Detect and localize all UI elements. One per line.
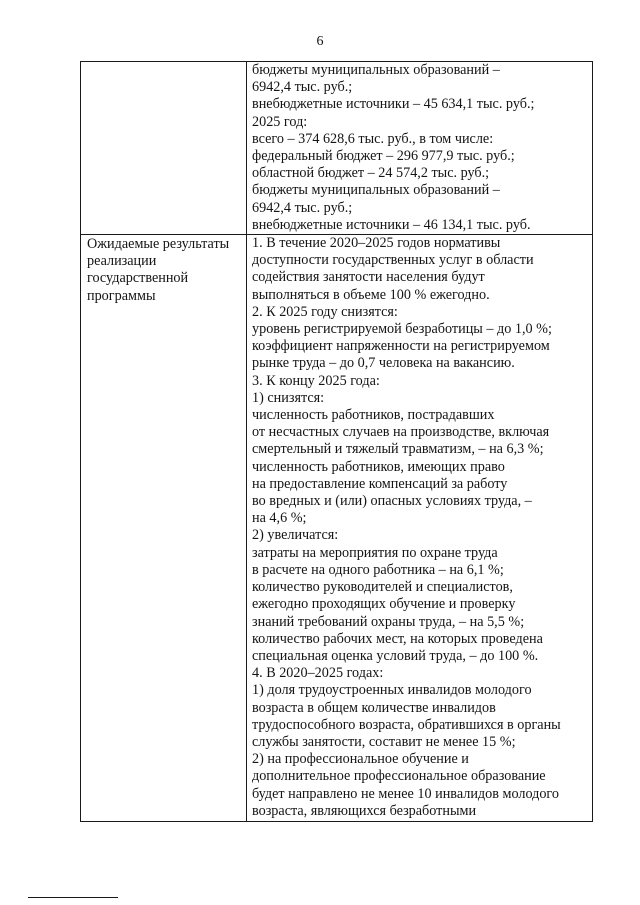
text-line: смертельный и тяжелый травматизм, – на 6,3 %; <box>252 441 544 458</box>
text-line: будет направлено не менее 10 инвалидов молодого <box>252 785 559 802</box>
text-line: количество руководителей и специалистов, <box>252 579 513 596</box>
text-line: бюджеты муниципальных образований – <box>252 62 500 78</box>
label-line: программы <box>87 287 156 304</box>
label-line: Ожидаемые результаты <box>87 236 230 253</box>
text-line: от несчастных случаев на производстве, включая <box>252 424 550 441</box>
label-line: реализации <box>87 253 157 270</box>
text-line: 2025 год: <box>252 113 308 130</box>
text-line: рынке труда – до 0,7 человека на вакансию. <box>252 355 515 372</box>
text-line: 3. К концу 2025 года: <box>252 372 380 389</box>
text-line: 1) снизятся: <box>252 389 325 406</box>
text-line: службы занятости, составит не менее 15 %; <box>252 733 516 750</box>
text-line: уровень регистрируемой безработицы – до 1,0 %; <box>252 321 552 338</box>
text-line: внебюджетные источники – 45 634,1 тыс. руб.; <box>252 96 535 113</box>
footnote-separator-line <box>28 897 118 898</box>
text-line: дополнительное профессиональное образование <box>252 768 546 785</box>
page-number: 6 <box>316 34 324 49</box>
text-line: 6942,4 тыс. руб.; <box>252 199 353 216</box>
text-line: трудоспособного возраста, обратившихся в органы <box>252 716 561 733</box>
text-line: специальная оценка условий труда, – до 100 %. <box>252 647 539 664</box>
text-line: 1. В течение 2020–2025 годов нормативы <box>252 235 501 252</box>
text-line: количество рабочих мест, на которых проведена <box>252 630 543 647</box>
text-line: 6942,4 тыс. руб.; <box>252 79 353 96</box>
text-line: федеральный бюджет – 296 977,9 тыс. руб.; <box>252 148 515 165</box>
text-line: численность работников, пострадавших <box>252 407 495 424</box>
table-row-financing-continued <box>81 62 593 235</box>
value-cell-expected-results <box>247 235 593 822</box>
text-line: на предоставление компенсаций за работу <box>252 475 508 492</box>
text-line: бюджеты муниципальных образований – <box>252 182 500 199</box>
text-line: возраста в общем количестве инвалидов <box>252 699 496 716</box>
text-line: ежегодно проходящих обучение и проверку <box>252 596 516 613</box>
label-cell-empty <box>81 62 247 235</box>
text-line: на 4,6 %; <box>252 510 307 527</box>
text-line: знаний требований охраны труда, – на 5,5 %; <box>252 613 525 630</box>
text-line: всего – 374 628,6 тыс. руб., в том числе: <box>252 130 494 147</box>
text-line: численность работников, имеющих право <box>252 458 505 475</box>
text-line: коэффициент напряженности на регистрируемом <box>252 338 550 355</box>
text-line: доступности государственных услуг в области <box>252 252 534 269</box>
value-cell-financing <box>247 62 593 235</box>
label-line: государственной <box>87 270 189 287</box>
program-passport-table <box>80 61 593 822</box>
text-line: выполняться в объеме 100 % ежегодно. <box>252 286 490 303</box>
table-row-expected-results <box>81 235 593 822</box>
text-line: 1) доля трудоустроенных инвалидов молодого <box>252 682 532 699</box>
text-line: во вредных и (или) опасных условиях труда, – <box>252 493 532 510</box>
text-line: затраты на мероприятия по охране труда <box>252 544 498 561</box>
label-cell-expected-results <box>81 235 247 822</box>
text-line: возраста, являющихся безработными <box>252 802 477 819</box>
text-line: 2) увеличатся: <box>252 527 339 544</box>
text-line: 4. В 2020–2025 годах: <box>252 665 384 682</box>
text-line: 2) на профессиональное обучение и <box>252 751 469 768</box>
text-line: в расчете на одного работника – на 6,1 %; <box>252 561 504 578</box>
text-line: внебюджетные источники – 46 134,1 тыс. руб. <box>252 216 531 233</box>
text-line: 2. К 2025 году снизятся: <box>252 303 398 320</box>
text-line: областной бюджет – 24 574,2 тыс. руб.; <box>252 165 490 182</box>
text-line: содействия занятости населения будут <box>252 269 485 286</box>
